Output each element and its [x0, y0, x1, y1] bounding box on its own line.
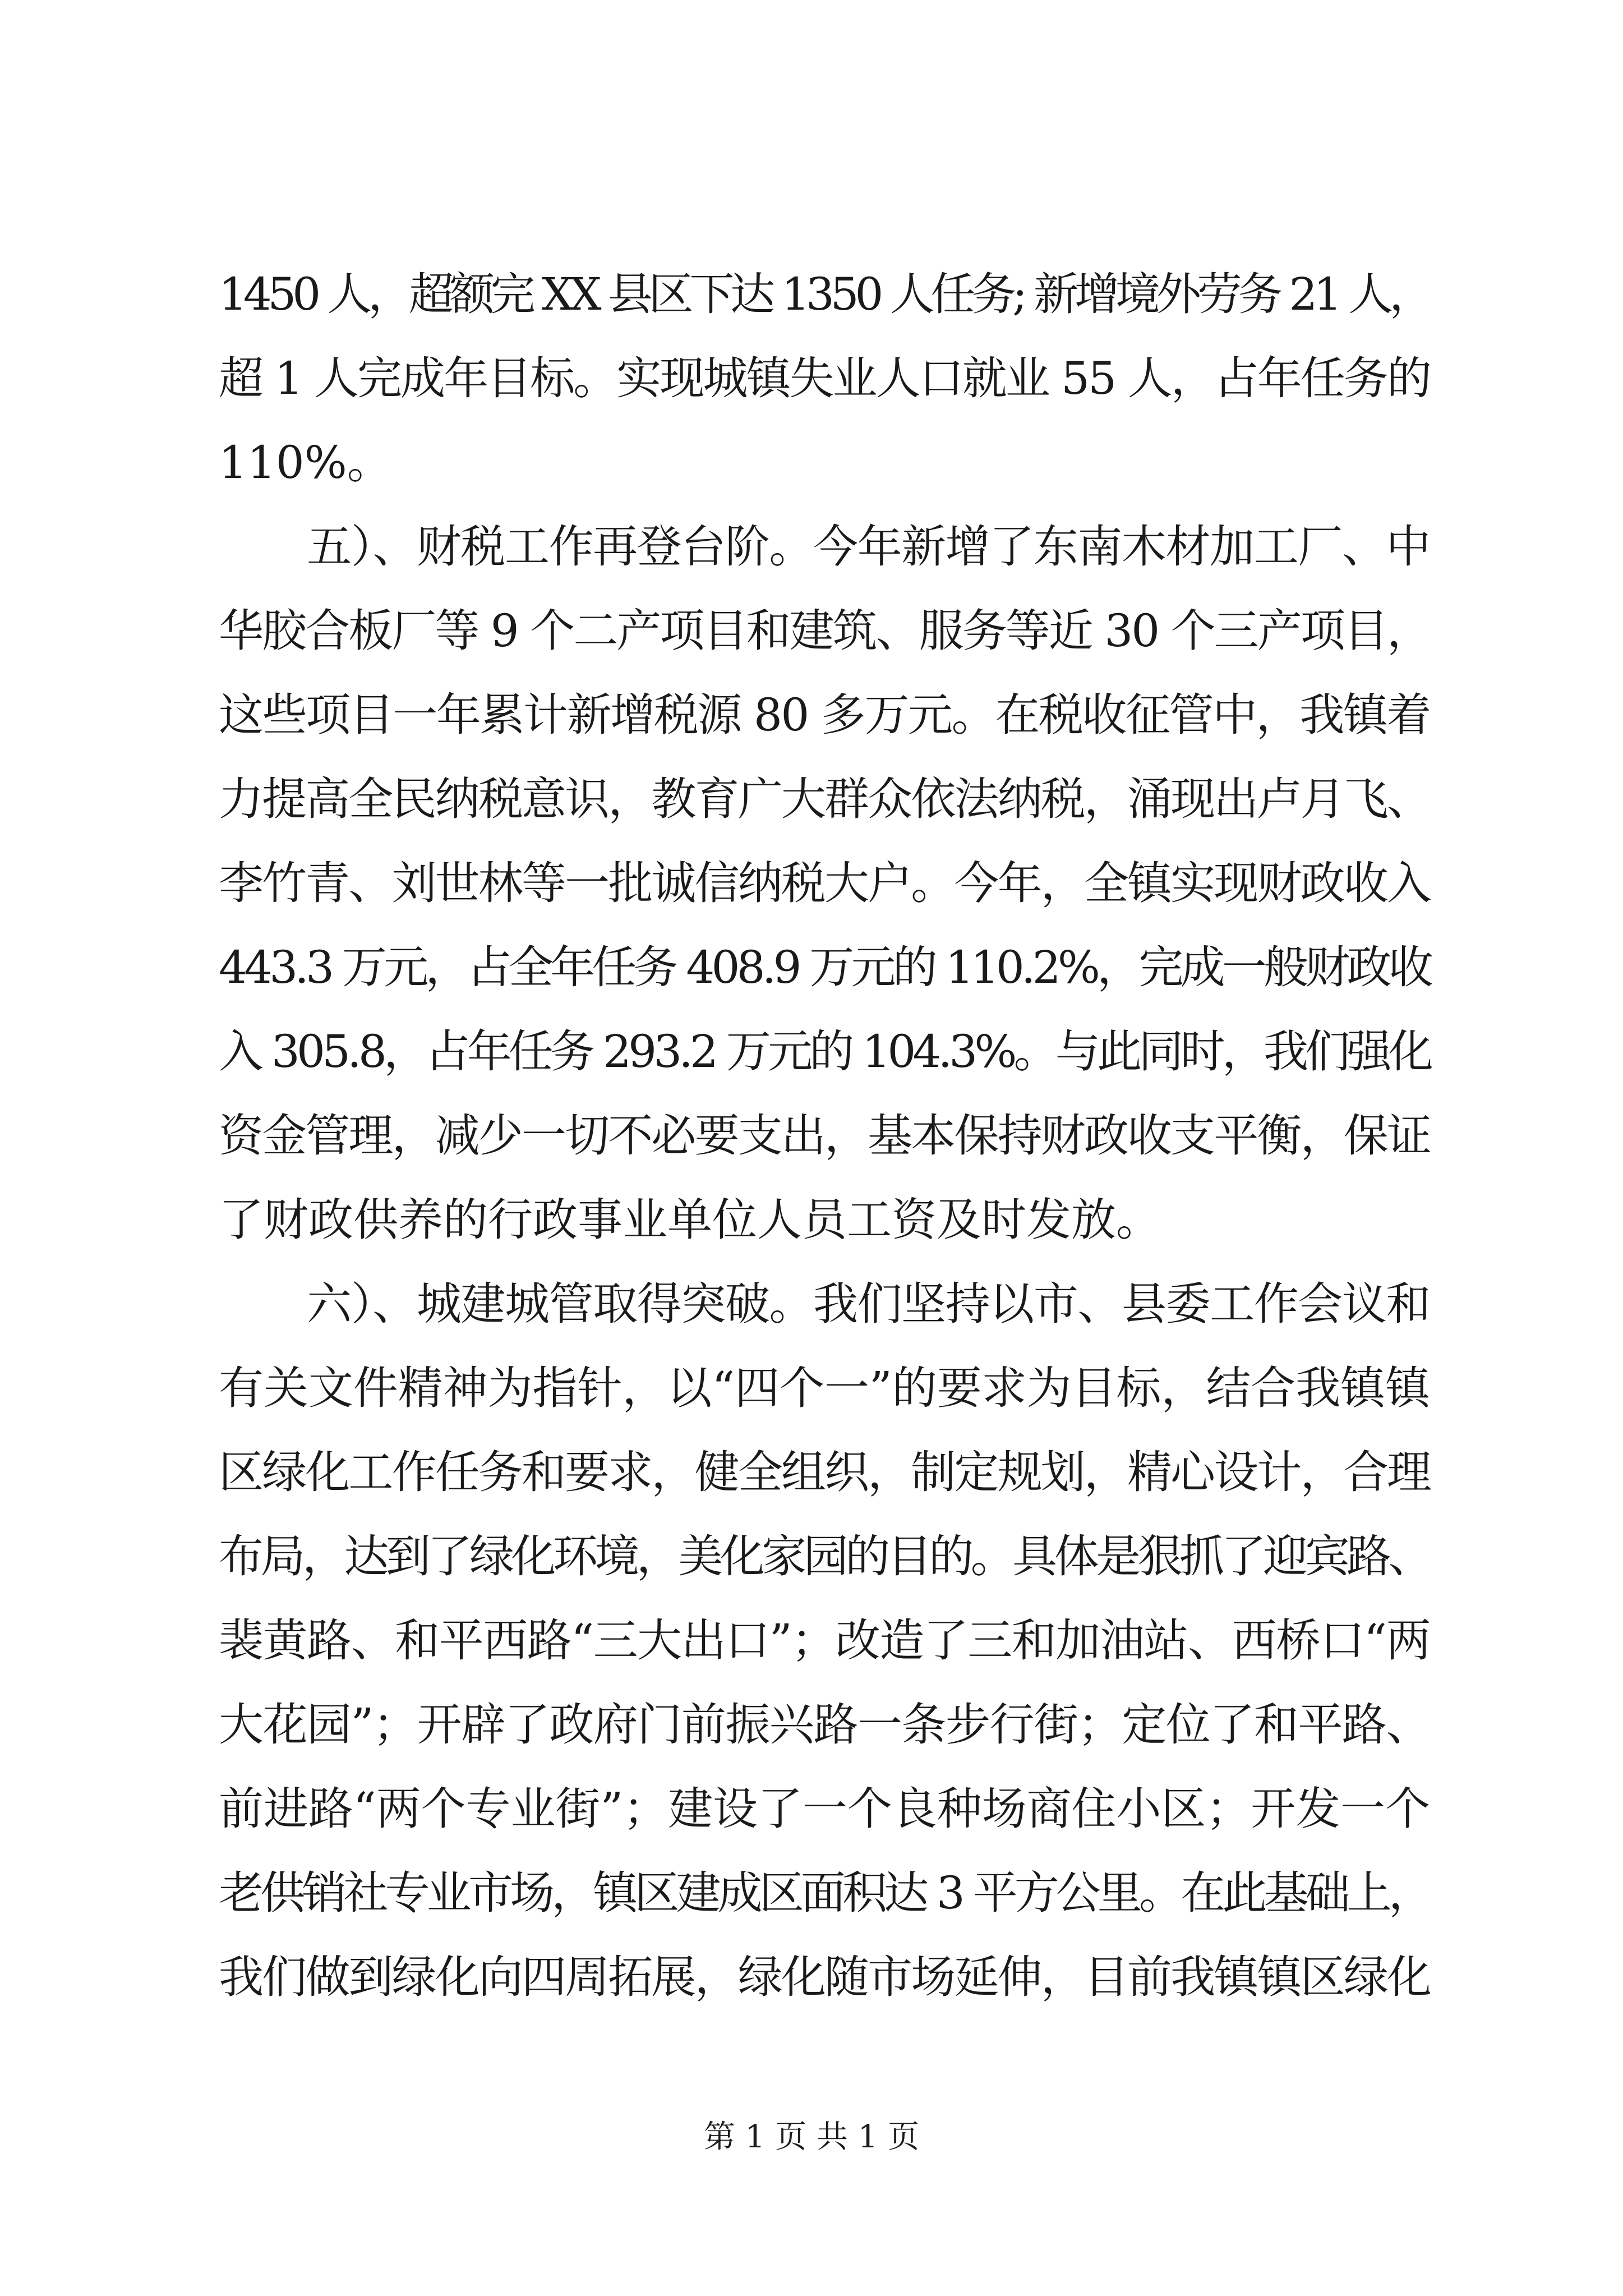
text-line: 老供销社专业市场，镇区建成区面积达 3 平方公里。在此基础上， [219, 1867, 1430, 1919]
text-line: 李竹青、刘世林等一批诚信纳税大户。今年，全镇实现财政收入 [219, 857, 1430, 909]
text-line: 这些项目一年累计新增税源 80 多万元。在税收征管中，我镇着 [219, 689, 1430, 741]
text-line: 有关文件精神为指针，以“四个一”的要求为目标，结合我镇镇 [219, 1362, 1430, 1414]
text-line: 入 305.8，占年任务 293.2 万元的 104.3%。与此同时，我们强化 [219, 1025, 1430, 1078]
page-footer: 第 1 页 共 1 页 [703, 2119, 920, 2155]
text-line: 超 1 人完成年目标。实现城镇失业人口就业 55 人，占年任务的 [219, 352, 1430, 404]
text-line: 110%。 [219, 436, 392, 489]
text-line: 五）、财税工作再登台阶。今年新增了东南木材加工厂、中 [219, 521, 1430, 573]
text-line: 区绿化工作任务和要求，健全组织，制定规划，精心设计，合理 [219, 1446, 1430, 1498]
text-line: 前进路“两个专业街”；建设了一个良种场商住小区；开发一个 [219, 1783, 1430, 1835]
text-line: 布局，达到了绿化环境，美化家园的目的。具体是狠抓了迎宾路、 [219, 1530, 1430, 1582]
text-line: 裴黄路、和平西路“三大出口”；改造了三和加油站、西桥口“两 [219, 1614, 1430, 1667]
text-line: 六）、城建城管取得突破。我们坚持以市、县委工作会议和 [219, 1278, 1430, 1330]
text-line: 我们做到绿化向四周拓展，绿化随市场延伸，目前我镇镇区绿化 [219, 1951, 1430, 2003]
text-line: 1450 人，超额完 XX 县区下达 1350 人任务; 新增境外劳务 21 人， [219, 268, 1430, 320]
document-body [219, 252, 1430, 2019]
text-line: 443.3 万元，占全年任务 408.9 万元的 110.2%，完成一般财政收 [219, 941, 1430, 993]
text-line: 大花园”；开辟了政府门前振兴路一条步行街；定位了和平路、 [219, 1699, 1430, 1751]
text-line: 了财政供养的行政事业单位人员工资及时发放。 [219, 1194, 1161, 1246]
text-line: 力提高全民纳税意识，教育广大群众依法纳税，涌现出卢月飞、 [219, 773, 1430, 825]
text-line: 华胶合板厂等 9 个二产项目和建筑、服务等近 30 个三产项目， [219, 605, 1430, 657]
text-line: 资金管理，减少一切不必要支出，基本保持财政收支平衡，保证 [219, 1110, 1430, 1162]
